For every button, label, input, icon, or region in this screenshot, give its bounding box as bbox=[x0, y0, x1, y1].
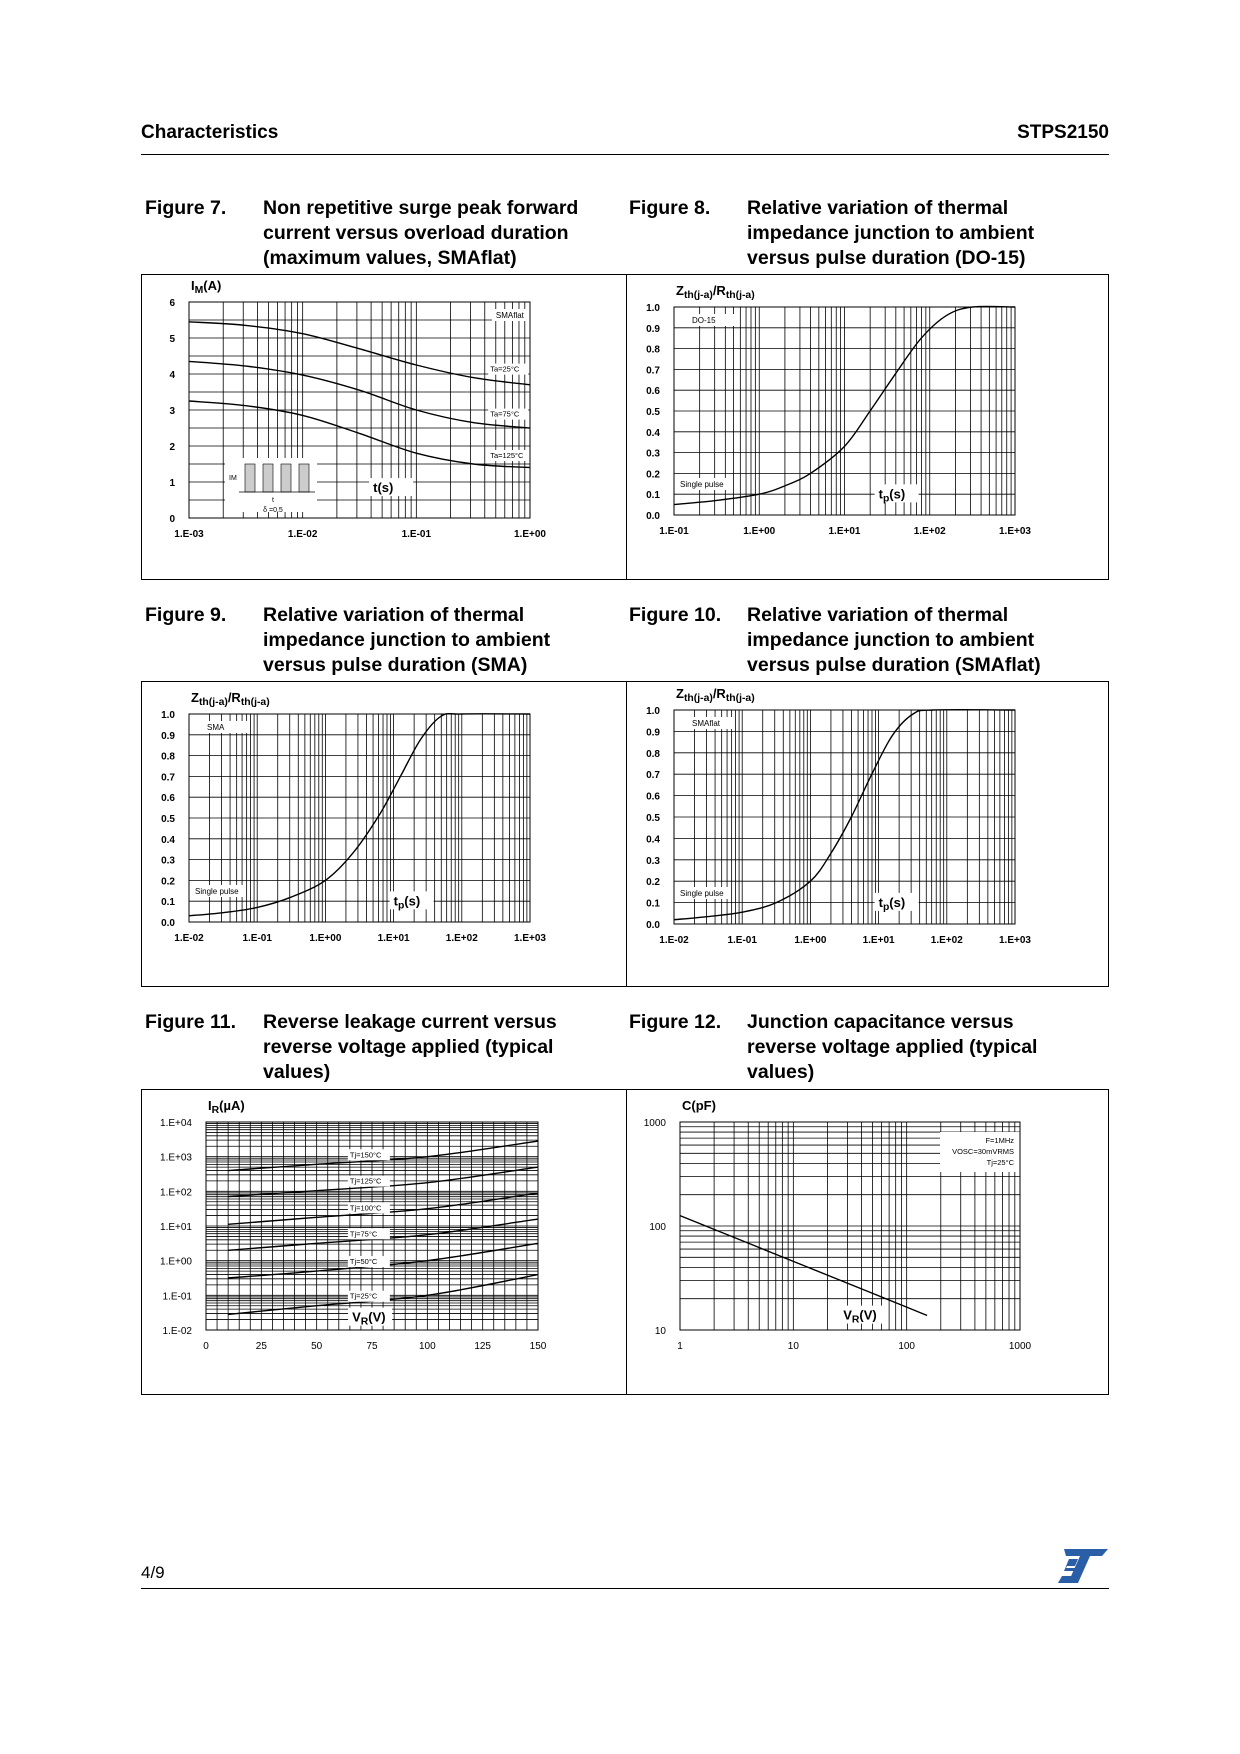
series-label: Tj=125°C bbox=[349, 1176, 382, 1186]
y-axis-label bbox=[191, 690, 270, 708]
x-axis-label-part: t bbox=[878, 486, 883, 502]
y-tick-label: 1.0 bbox=[646, 706, 660, 717]
inset-pulse bbox=[245, 464, 255, 492]
x-tick-label: 100 bbox=[898, 1341, 916, 1352]
series-line bbox=[189, 322, 530, 385]
y-axis-label-part: Z bbox=[191, 690, 199, 705]
x-tick-label: 10 bbox=[787, 1341, 799, 1352]
figure-11-chart bbox=[142, 1090, 626, 1394]
single-pulse-label: Single pulse bbox=[680, 889, 724, 898]
y-axis-label bbox=[676, 686, 755, 704]
figure-10-chart bbox=[627, 682, 1109, 986]
y-axis-label-part: M bbox=[194, 285, 204, 296]
x-axis-label-part: (s) bbox=[889, 486, 906, 502]
curve-annotation: SMA bbox=[207, 723, 225, 732]
st-logo bbox=[1058, 1549, 1108, 1583]
y-tick-label: 5 bbox=[169, 334, 175, 345]
x-tick-label: 1.E-02 bbox=[287, 529, 318, 540]
y-axis-label-part: th(j-a) bbox=[198, 697, 228, 708]
figure-8-title: Relative variation of thermal impedance junction to ambient versus pulse duration (DO-15) bbox=[747, 197, 1035, 269]
y-tick-label: 0.0 bbox=[646, 920, 660, 931]
x-axis-label-part: (s) bbox=[404, 893, 421, 909]
x-axis-label bbox=[373, 480, 393, 495]
y-tick-label: 4 bbox=[169, 370, 175, 381]
conditions-text: Tj=25°C bbox=[986, 1158, 1014, 1167]
x-tick-label: 1.E+00 bbox=[309, 933, 342, 944]
curve-annotation: SMAflat bbox=[495, 311, 524, 320]
conditions-text: VOSC=30mVRMS bbox=[952, 1147, 1014, 1156]
series-label: Ta=25°C bbox=[490, 364, 520, 374]
y-tick-label: 0.5 bbox=[646, 813, 660, 824]
x-axis-label-part: p bbox=[882, 901, 890, 913]
curve-annotation: SMAflat bbox=[692, 719, 721, 728]
x-tick-label: 1.E+03 bbox=[999, 526, 1031, 537]
x-tick-label: 1.E-01 bbox=[401, 529, 432, 540]
y-tick-label: 0.6 bbox=[646, 791, 660, 803]
y-tick-label: 3 bbox=[169, 406, 175, 417]
y-tick-label: 0.8 bbox=[646, 344, 660, 356]
x-axis-label-part: p bbox=[882, 493, 890, 505]
x-tick-label: 1.E+02 bbox=[930, 935, 963, 946]
part-number: STPS2150 bbox=[1017, 122, 1109, 143]
y-axis-label-part: th(j-a) bbox=[683, 290, 713, 301]
y-tick-label: 1.E-02 bbox=[162, 1326, 192, 1337]
y-tick-label: 0.7 bbox=[161, 772, 175, 784]
y-tick-label: 6 bbox=[169, 298, 175, 309]
series-label: Ta=75°C bbox=[490, 409, 520, 419]
y-axis-label-part: I bbox=[191, 278, 195, 293]
y-tick-label: 1.E+01 bbox=[160, 1222, 192, 1233]
x-tick-label: 100 bbox=[418, 1341, 436, 1352]
y-tick-label: 1.0 bbox=[161, 710, 175, 721]
y-axis-label-part: th(j-a) bbox=[725, 290, 755, 301]
x-tick-label: 25 bbox=[255, 1341, 267, 1352]
y-axis-label-part: th(j-a) bbox=[240, 697, 270, 708]
section-title: Characteristics bbox=[141, 122, 279, 143]
x-tick-label: 1000 bbox=[1008, 1341, 1032, 1352]
x-tick-label: 1.E+00 bbox=[743, 526, 776, 537]
y-tick-label: 0.4 bbox=[161, 834, 175, 846]
y-axis-label bbox=[208, 1098, 245, 1116]
y-tick-label: 0.7 bbox=[646, 770, 660, 782]
y-axis-label-part: (A) bbox=[203, 278, 222, 293]
figure-7-number: Figure 7. bbox=[145, 197, 227, 219]
y-tick-label: 1.E+04 bbox=[160, 1118, 192, 1129]
y-axis-label bbox=[676, 283, 755, 301]
inset-label: IM bbox=[229, 475, 237, 482]
x-tick-label: 1.E-01 bbox=[242, 933, 272, 944]
x-axis-label-part: (s) bbox=[889, 894, 906, 910]
y-axis-label-part: th(j-a) bbox=[683, 693, 713, 704]
x-tick-label: 1.E+01 bbox=[862, 935, 895, 946]
y-tick-label: 0.6 bbox=[161, 793, 175, 805]
y-tick-label: 0.2 bbox=[646, 877, 660, 889]
figure-10-title: Relative variation of thermal impedance junction to ambient versus pulse duration (SMAflat) bbox=[747, 604, 1041, 676]
y-tick-label: 1.E+00 bbox=[160, 1256, 192, 1268]
y-tick-label: 100 bbox=[649, 1222, 666, 1233]
x-tick-label: 1.E+00 bbox=[514, 529, 546, 540]
figure-12-chart bbox=[627, 1090, 1109, 1394]
y-tick-label: 0.1 bbox=[161, 897, 175, 909]
y-axis-label bbox=[682, 1098, 716, 1113]
x-tick-label: 1 bbox=[677, 1341, 683, 1352]
inset-delta-label: δ =0.5 bbox=[263, 507, 283, 514]
x-tick-label: 1.E+02 bbox=[913, 526, 946, 537]
y-axis-label-part: C(pF) bbox=[682, 1098, 716, 1113]
series-label: Tj=25°C bbox=[349, 1291, 378, 1301]
y-axis-label-part: (µA) bbox=[219, 1098, 245, 1113]
y-tick-label: 1 bbox=[169, 478, 175, 489]
y-axis-label-part: /R bbox=[712, 686, 726, 701]
x-tick-label: 1.E-02 bbox=[174, 933, 204, 944]
x-tick-label: 1.E+03 bbox=[514, 933, 546, 944]
series-label: Tj=150°C bbox=[349, 1150, 382, 1160]
x-tick-label: 75 bbox=[366, 1341, 378, 1352]
y-tick-label: 0.5 bbox=[161, 814, 175, 825]
footer-rule bbox=[141, 1588, 1109, 1589]
figure-row-1 bbox=[141, 274, 1109, 580]
conditions-text: F=1MHz bbox=[985, 1136, 1014, 1145]
single-pulse-label: Single pulse bbox=[195, 887, 239, 896]
figure-7-chart bbox=[142, 275, 626, 579]
y-tick-label: 0.2 bbox=[646, 469, 660, 481]
y-tick-label: 0.1 bbox=[646, 490, 660, 502]
figure-row-3 bbox=[141, 1089, 1109, 1395]
figure-12-title: Junction capacitance versus reverse voltage applied (typical values) bbox=[747, 1011, 1038, 1083]
x-axis-label-part: V bbox=[352, 1309, 361, 1325]
x-tick-label: 0 bbox=[203, 1341, 209, 1352]
x-tick-label: 1.E-01 bbox=[659, 526, 689, 537]
inset-pulse bbox=[263, 464, 273, 492]
x-axis-label-part: (V) bbox=[368, 1309, 386, 1325]
x-axis-label-part: p bbox=[397, 900, 405, 912]
y-tick-label: 1.E+02 bbox=[160, 1187, 192, 1199]
x-axis-label-part: t bbox=[393, 893, 398, 909]
x-axis-label-part: V bbox=[843, 1307, 852, 1323]
series-line bbox=[189, 401, 530, 468]
y-tick-label: 0.0 bbox=[646, 511, 660, 522]
inset-pulse bbox=[281, 464, 291, 492]
y-tick-label: 1.E-01 bbox=[162, 1291, 192, 1303]
series-label: Ta=125°C bbox=[490, 451, 524, 460]
y-tick-label: 0.0 bbox=[161, 918, 175, 929]
series-label: Tj=50°C bbox=[349, 1257, 378, 1267]
single-pulse-label: Single pulse bbox=[680, 480, 724, 489]
figure-10-number: Figure 10. bbox=[629, 604, 722, 626]
inset-pulse bbox=[299, 464, 309, 492]
y-tick-label: 0 bbox=[169, 514, 175, 525]
x-tick-label: 1.E-01 bbox=[727, 935, 757, 946]
y-axis-label-part: th(j-a) bbox=[725, 693, 755, 704]
y-tick-label: 1000 bbox=[643, 1118, 666, 1129]
figure-11-title: Reverse leakage current versus reverse voltage applied (typical values) bbox=[263, 1011, 557, 1083]
figure-8-number: Figure 8. bbox=[629, 197, 711, 219]
y-tick-label: 0.1 bbox=[646, 898, 660, 910]
figure-row-2 bbox=[141, 681, 1109, 987]
x-tick-label: 1.E-03 bbox=[174, 529, 204, 540]
series-label: Tj=75°C bbox=[349, 1229, 378, 1239]
curve-annotation: DO-15 bbox=[692, 316, 716, 325]
y-tick-label: 1.0 bbox=[646, 303, 660, 314]
y-tick-label: 0.9 bbox=[646, 727, 660, 739]
figure-9-title: Relative variation of thermal impedance junction to ambient versus pulse duration (SMA) bbox=[263, 604, 551, 676]
y-axis-label-part: I bbox=[208, 1098, 212, 1113]
y-tick-label: 0.5 bbox=[646, 407, 660, 418]
y-tick-label: 0.8 bbox=[161, 751, 175, 763]
figure-9-number: Figure 9. bbox=[145, 604, 227, 626]
y-tick-label: 0.2 bbox=[161, 876, 175, 888]
figure-11-number: Figure 11. bbox=[145, 1011, 237, 1033]
y-axis-label-part: /R bbox=[712, 283, 726, 298]
y-tick-label: 0.4 bbox=[646, 427, 660, 439]
y-tick-label: 0.7 bbox=[646, 365, 660, 377]
y-tick-label: 0.4 bbox=[646, 834, 660, 846]
header-rule bbox=[141, 154, 1109, 155]
x-tick-label: 1.E+00 bbox=[794, 935, 827, 946]
y-axis-label-part: /R bbox=[227, 690, 241, 705]
figure-12-number: Figure 12. bbox=[629, 1011, 722, 1033]
x-tick-label: 125 bbox=[474, 1341, 492, 1352]
figure-9-chart bbox=[142, 682, 626, 986]
y-tick-label: 0.3 bbox=[646, 448, 660, 460]
y-tick-label: 0.9 bbox=[161, 730, 175, 742]
y-axis-label-part: Z bbox=[676, 283, 684, 298]
y-axis-label-part: R bbox=[211, 1105, 220, 1116]
y-tick-label: 10 bbox=[654, 1326, 666, 1337]
figure-7-title: Non repetitive surge peak forward current versus overload duration (maximum values, SMAflat) bbox=[263, 197, 579, 269]
y-tick-label: 0.9 bbox=[646, 323, 660, 335]
x-tick-label: 1.E+03 bbox=[999, 935, 1031, 946]
series-label: Tj=100°C bbox=[349, 1203, 382, 1213]
y-tick-label: 1.E+03 bbox=[160, 1152, 192, 1164]
y-tick-label: 2 bbox=[169, 442, 175, 453]
x-axis-label-part: t bbox=[878, 894, 883, 910]
x-axis-label-part: R bbox=[360, 1316, 369, 1328]
y-tick-label: 0.6 bbox=[646, 386, 660, 398]
x-tick-label: 1.E+01 bbox=[828, 526, 861, 537]
y-axis-label bbox=[191, 278, 221, 296]
x-tick-label: 150 bbox=[529, 1341, 547, 1352]
y-axis-label-part: Z bbox=[676, 686, 684, 701]
x-tick-label: 1.E-02 bbox=[659, 935, 689, 946]
figure-8-chart bbox=[627, 275, 1109, 579]
page-number: 4/9 bbox=[141, 1563, 165, 1582]
inset-t-label: t bbox=[272, 497, 274, 504]
y-tick-label: 0.3 bbox=[161, 855, 175, 867]
x-axis-label-part: R bbox=[851, 1314, 860, 1326]
y-tick-label: 0.3 bbox=[646, 855, 660, 867]
y-tick-label: 0.8 bbox=[646, 748, 660, 760]
x-tick-label: 50 bbox=[311, 1341, 323, 1352]
x-axis-label-part: t(s) bbox=[373, 480, 394, 496]
x-tick-label: 1.E+02 bbox=[445, 933, 478, 944]
series-line bbox=[189, 361, 530, 428]
x-tick-label: 1.E+01 bbox=[377, 933, 410, 944]
x-axis-label-part: (V) bbox=[859, 1307, 877, 1323]
